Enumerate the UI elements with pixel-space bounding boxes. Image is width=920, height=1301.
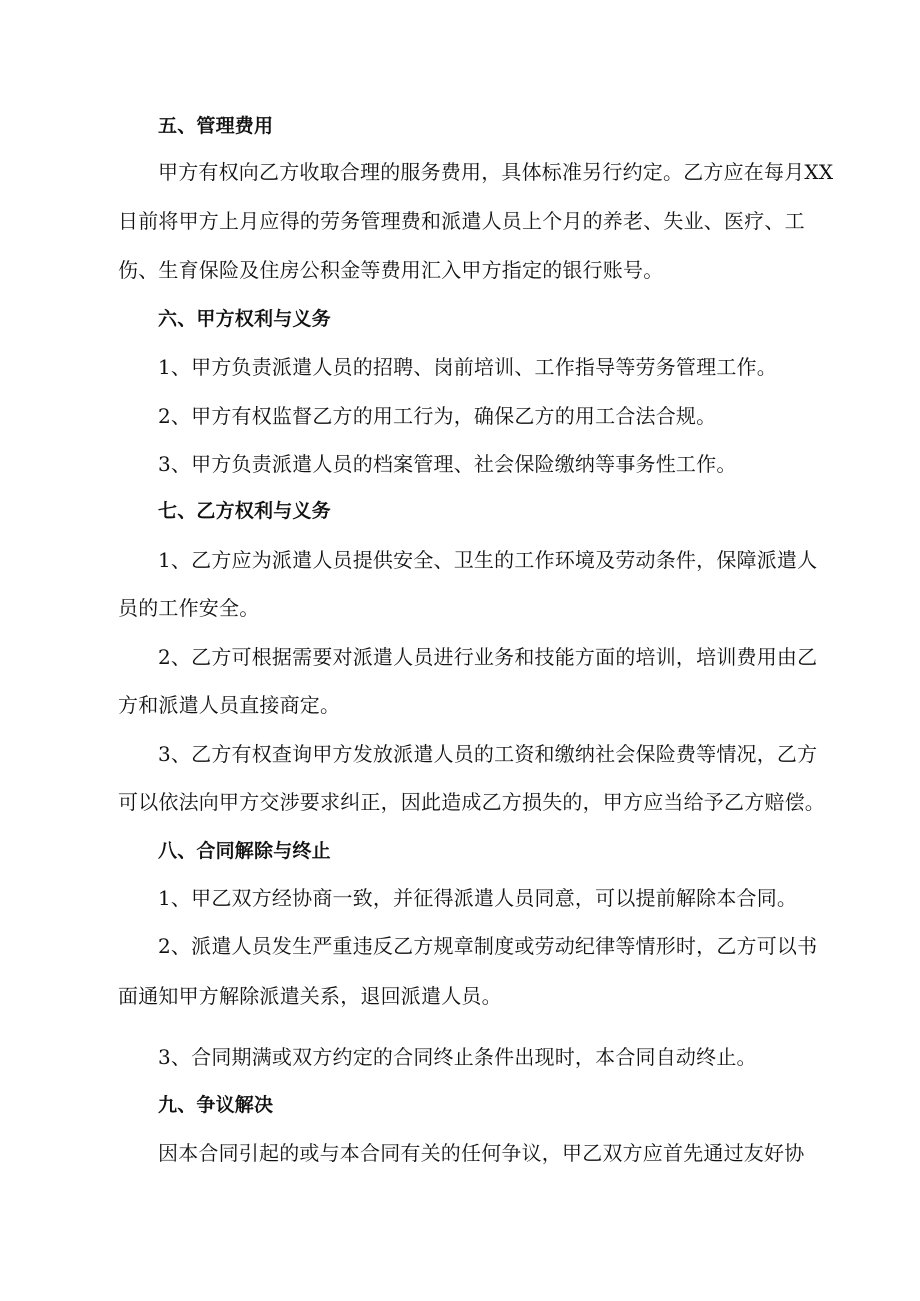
paragraph-line: 3、甲方负责派遣人员的档案管理、社会保险缴纳等事务性工作。 <box>158 452 737 476</box>
paragraph-line: 1、甲方负责派遣人员的招聘、岗前培训、工作指导等劳务管理工作。 <box>158 355 777 379</box>
paragraph-line: 方和派遣人员直接商定。 <box>118 693 341 717</box>
paragraph-line: 3、合同期满或双方约定的合同终止条件出现时，本合同自动终止。 <box>158 1045 757 1069</box>
paragraph-line: 2、甲方有权监督乙方的用工行为，确保乙方的用工合法合规。 <box>158 404 717 428</box>
paragraph-line: 2、乙方可根据需要对派遣人员进行业务和技能方面的培训，培训费用由乙 <box>158 645 818 669</box>
paragraph-line: 2、派遣人员发生严重违反乙方规章制度或劳动纪律等情形时，乙方可以书 <box>158 934 818 958</box>
paragraph-line: 可以依法向甲方交涉要求纠正，因此造成乙方损失的，甲方应当给予乙方赔偿。 <box>118 790 825 814</box>
paragraph-line: 员的工作安全。 <box>118 596 260 620</box>
paragraph-line: 甲方有权向乙方收取合理的服务费用，具体标准另行约定。乙方应在每月XX <box>158 160 834 184</box>
paragraph-line: 1、乙方应为派遣人员提供安全、卫生的工作环境及劳动条件，保障派遣人 <box>158 548 818 572</box>
section-heading: 五、管理费用 <box>158 115 274 137</box>
section-heading: 七、乙方权利与义务 <box>158 500 331 522</box>
paragraph-line: 3、乙方有权查询甲方发放派遣人员的工资和缴纳社会保险费等情况，乙方 <box>158 742 818 766</box>
section-heading: 六、甲方权利与义务 <box>158 308 331 330</box>
paragraph-line: 伤、生育保险及住房公积金等费用汇入甲方指定的银行账号。 <box>118 258 664 282</box>
section-heading: 八、合同解除与终止 <box>158 840 331 862</box>
paragraph-line: 1、甲乙双方经协商一致，并征得派遣人员同意，可以提前解除本合同。 <box>158 886 798 910</box>
paragraph-line: 日前将甲方上月应得的劳务管理费和派遣人员上个月的养老、失业、医疗、工 <box>118 209 805 233</box>
section-heading: 九、争议解决 <box>158 1094 274 1116</box>
paragraph-line: 面通知甲方解除派遣关系，退回派遣人员。 <box>118 984 502 1008</box>
paragraph-line: 因本合同引起的或与本合同有关的任何争议，甲乙双方应首先通过友好协 <box>158 1141 805 1165</box>
